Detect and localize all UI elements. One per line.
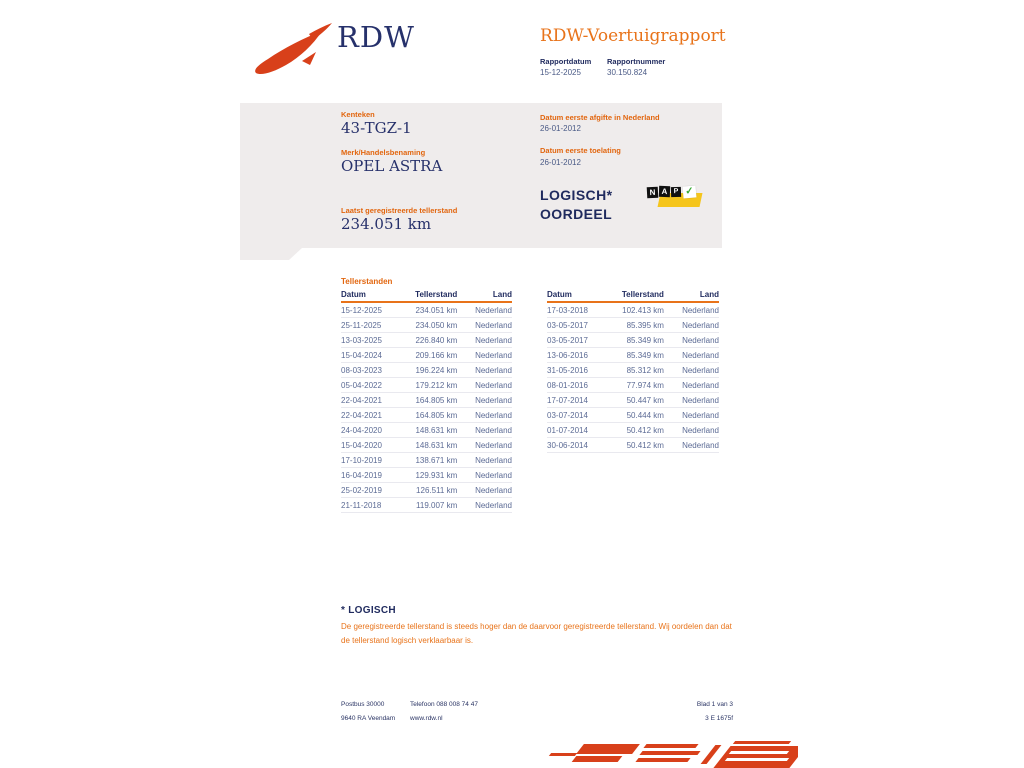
table-row [547, 303, 719, 318]
table-row [341, 483, 512, 498]
col-header-datum: Datum [341, 290, 366, 299]
oordeel-verdict [540, 186, 612, 224]
cell-land: Nederland [475, 305, 512, 315]
cell-land: Nederland [475, 440, 512, 450]
cell-tellerstand: 126.511 km [416, 485, 458, 495]
cell-datum: 25-02-2019 [341, 485, 382, 495]
footer-address-line1: Postbus 30000 [341, 701, 385, 708]
report-date-value: 15-12-2025 [540, 68, 581, 77]
col-header-land: Land [699, 290, 719, 299]
cell-tellerstand: 50.444 km [626, 410, 664, 420]
cell-datum: 15-04-2020 [341, 440, 382, 450]
report-number-value: 30.150.824 [607, 68, 648, 77]
toelating-label: Datum eerste toelating [540, 146, 621, 155]
cell-tellerstand: 85.312 km [626, 365, 664, 375]
cell-datum: 03-05-2017 [547, 335, 588, 345]
cell-tellerstand: 85.349 km [626, 335, 664, 345]
cell-datum: 15-12-2025 [341, 305, 382, 315]
table-row [341, 438, 512, 453]
cell-land: Nederland [682, 395, 719, 405]
table-row [341, 318, 512, 333]
cell-land: Nederland [475, 320, 512, 330]
cell-land: Nederland [475, 455, 512, 465]
col-header-tellerstand: Tellerstand [621, 290, 664, 299]
cell-land: Nederland [682, 410, 719, 420]
table-row [547, 423, 719, 438]
table-row [547, 438, 719, 453]
cell-tellerstand: 119.007 km [416, 500, 458, 510]
cell-datum: 03-05-2017 [547, 320, 588, 330]
kenteken-label: Kenteken [341, 110, 375, 119]
cell-tellerstand: 234.051 km [415, 305, 458, 315]
odometer-table-right [547, 290, 719, 453]
cell-land: Nederland [475, 365, 512, 375]
rdw-stripes-graphic [548, 740, 798, 768]
afgifte-value: 26-01-2012 [540, 124, 581, 133]
logisch-heading: * LOGISCH [341, 605, 396, 616]
cell-datum: 13-06-2016 [547, 350, 588, 360]
footer-page-number: Blad 1 van 3 [696, 701, 733, 708]
table-row [547, 348, 719, 363]
afgifte-label: Datum eerste afgifte in Nederland [540, 113, 660, 122]
footer-address-line2: 9640 RA Veendam [341, 715, 396, 722]
vehicle-summary-box [240, 103, 722, 248]
cell-datum: 25-11-2025 [341, 320, 382, 330]
cell-tellerstand: 77.974 km [626, 380, 664, 390]
cell-tellerstand: 209.166 km [415, 350, 458, 360]
odometer-table-left [341, 290, 512, 513]
table-row [547, 333, 719, 348]
cell-datum: 31-05-2016 [547, 365, 588, 375]
nap-logo [647, 184, 703, 212]
footer-website: www.rdw.nl [410, 715, 443, 722]
oordeel-line2: OORDEEL [540, 206, 613, 222]
kenteken-value: 43-TGZ-1 [341, 119, 412, 137]
tellerstand-value: 234.051 km [341, 215, 432, 233]
table-row [341, 408, 512, 423]
cell-datum: 22-04-2021 [341, 410, 382, 420]
col-header-land: Land [492, 290, 512, 299]
cell-land: Nederland [682, 440, 719, 450]
table-header [547, 290, 719, 303]
merk-value: OPEL ASTRA [341, 157, 443, 175]
nap-letter-p: P [671, 187, 681, 197]
table-header [341, 290, 512, 303]
cell-datum: 08-03-2023 [341, 365, 382, 375]
cell-datum: 21-11-2018 [341, 500, 382, 510]
cell-datum: 17-07-2014 [547, 395, 588, 405]
report-date-label: Rapportdatum [540, 57, 592, 66]
cell-tellerstand: 50.412 km [626, 440, 664, 450]
cell-datum: 13-03-2025 [341, 335, 382, 345]
table-row [341, 423, 512, 438]
col-header-datum: Datum [547, 290, 572, 299]
cell-land: Nederland [475, 410, 512, 420]
report-number-label: Rapportnummer [607, 57, 666, 66]
cell-land: Nederland [682, 320, 719, 330]
table-row [341, 303, 512, 318]
nap-letter-n: N [647, 187, 659, 199]
cell-tellerstand: 102.413 km [622, 305, 664, 315]
tellerstand-label: Laatst geregistreerde tellerstand [341, 206, 458, 215]
cell-land: Nederland [682, 305, 719, 315]
table-row [547, 408, 719, 423]
cell-tellerstand: 164.805 km [415, 395, 458, 405]
rdw-wing-icon [252, 21, 334, 75]
table-row [341, 393, 512, 408]
cell-tellerstand: 148.631 km [415, 440, 458, 450]
cell-land: Nederland [682, 335, 719, 345]
cell-tellerstand: 138.671 km [415, 455, 458, 465]
table-row [341, 498, 512, 513]
cell-tellerstand: 164.805 km [415, 410, 458, 420]
cell-datum: 22-04-2021 [341, 395, 382, 405]
table-row [547, 378, 719, 393]
rdw-logo-text: RDW [337, 20, 415, 54]
cell-land: Nederland [682, 350, 719, 360]
cell-land: Nederland [475, 335, 512, 345]
logisch-explanation: De geregistreerde tellerstand is steeds hoger dan de daarvoor geregistreerde tellerstand. Wij oordelen dan dat de tellerstand logisch verklaarbaar is. [341, 622, 732, 645]
oordeel-line1: LOGISCH* [540, 187, 613, 203]
cell-land: Nederland [475, 350, 512, 360]
cell-tellerstand: 50.447 km [626, 395, 664, 405]
cell-datum: 17-10-2019 [341, 455, 382, 465]
table-row [547, 363, 719, 378]
cell-tellerstand: 196.224 km [415, 365, 458, 375]
cell-land: Nederland [682, 425, 719, 435]
cell-tellerstand: 148.631 km [415, 425, 458, 435]
cell-datum: 24-04-2020 [341, 425, 382, 435]
footer-phone: Telefoon 088 008 74 47 [410, 701, 478, 708]
cell-tellerstand: 129.931 km [415, 470, 458, 480]
cell-datum: 17-03-2018 [547, 305, 588, 315]
col-header-tellerstand: Tellerstand [415, 290, 458, 299]
cell-tellerstand: 179.212 km [415, 380, 458, 390]
table-row [341, 333, 512, 348]
cell-datum: 05-04-2022 [341, 380, 382, 390]
tellerstanden-title: Tellerstanden [341, 277, 393, 286]
cell-datum: 15-04-2024 [341, 350, 382, 360]
table-row [341, 348, 512, 363]
cell-datum: 30-06-2014 [547, 440, 588, 450]
table-row [341, 468, 512, 483]
cell-datum: 03-07-2014 [547, 410, 588, 420]
cell-datum: 08-01-2016 [547, 380, 588, 390]
cell-land: Nederland [475, 485, 512, 495]
table-row [547, 318, 719, 333]
table-row [341, 363, 512, 378]
table-row [547, 393, 719, 408]
page-title: RDW-Voertuigrapport [540, 26, 726, 46]
cell-tellerstand: 85.395 km [626, 320, 664, 330]
vehicle-summary-box-tab [240, 248, 302, 260]
footer-doc-code: 3 E 1675f [705, 715, 733, 722]
merk-label: Merk/Handelsbenaming [341, 148, 426, 157]
cell-tellerstand: 85.349 km [626, 350, 664, 360]
cell-land: Nederland [682, 365, 719, 375]
cell-land: Nederland [475, 380, 512, 390]
nap-letter-a: A [659, 186, 670, 197]
toelating-value: 26-01-2012 [540, 158, 581, 167]
cell-tellerstand: 50.412 km [626, 425, 664, 435]
cell-tellerstand: 226.840 km [415, 335, 458, 345]
table-row [341, 378, 512, 393]
nap-check-icon: ✓ [683, 185, 697, 198]
table-row [341, 453, 512, 468]
cell-tellerstand: 234.050 km [415, 320, 458, 330]
cell-land: Nederland [475, 395, 512, 405]
cell-land: Nederland [682, 380, 719, 390]
cell-land: Nederland [475, 425, 512, 435]
cell-datum: 01-07-2014 [547, 425, 588, 435]
cell-datum: 16-04-2019 [341, 470, 382, 480]
cell-land: Nederland [475, 470, 512, 480]
cell-land: Nederland [475, 500, 512, 510]
